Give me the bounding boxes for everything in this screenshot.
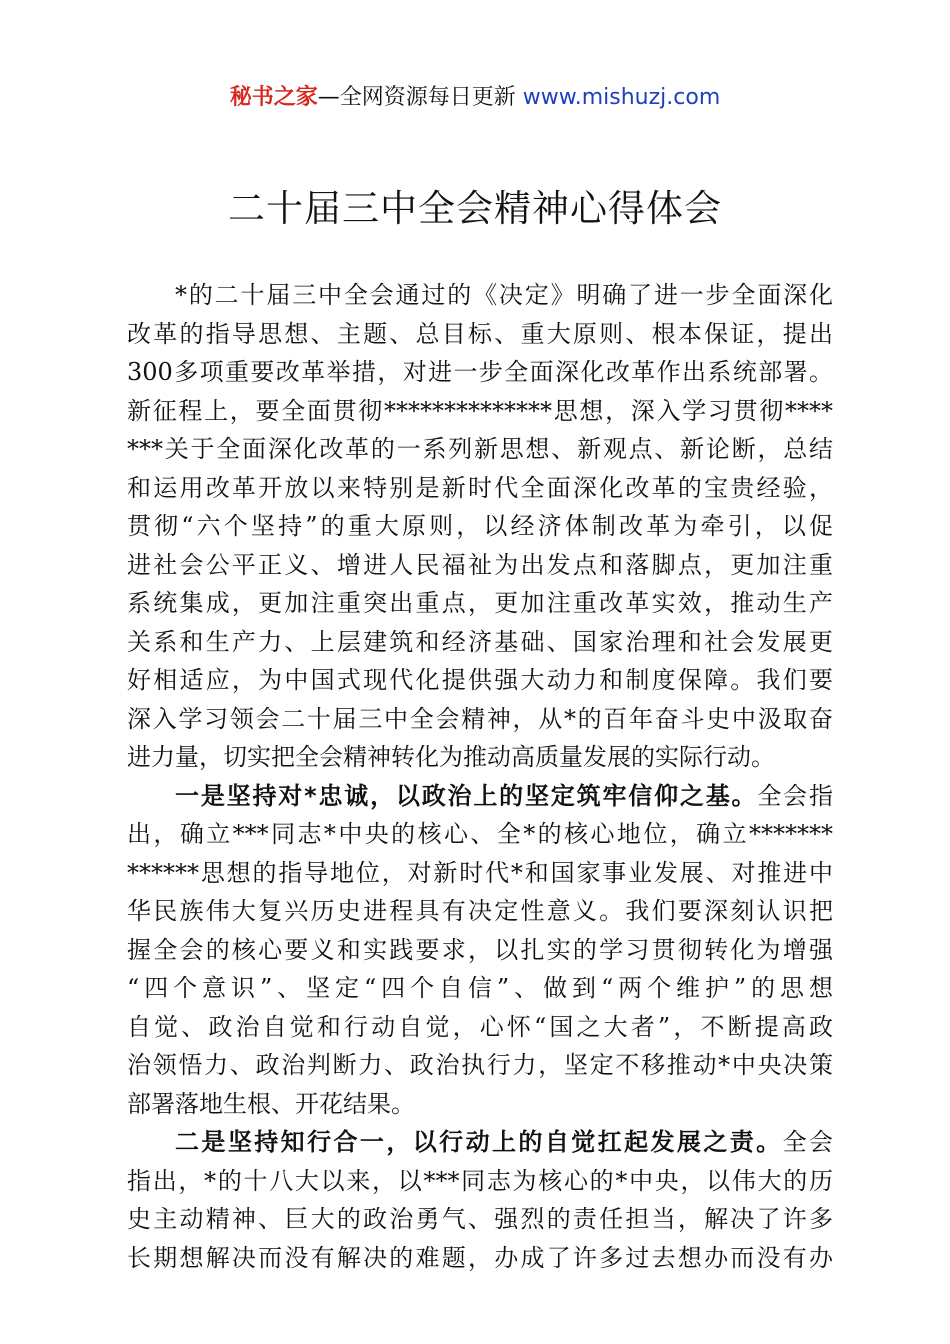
text-line: 华民族伟大复兴历史进程具有决定性意义。我们要深刻认识把 (127, 897, 833, 925)
text-line: 贯彻“六个坚持”的重大原则，以经济体制改革为牵引，以促 (127, 512, 833, 540)
document-body (127, 276, 833, 1277)
text-line: *的二十届三中全会通过的《决定》明确了进一步全面深化 (175, 281, 833, 309)
text-line: 好相适应，为中国式现代化提供强大动力和制度保障。我们要 (127, 666, 833, 694)
text-line: 指出，*的十八大以来，以***同志为核心的*中央，以伟大的历 (127, 1166, 833, 1195)
paragraph-intro (127, 276, 833, 777)
text-line: 进社会公平正义、增进人民福祉为出发点和落脚点，更加注重 (127, 550, 833, 579)
text-line: 治领悟力、政治判断力、政治执行力，坚定不移推动*中央决策 (127, 1051, 833, 1079)
site-url-link[interactable]: www.mishuzj.com (522, 85, 721, 110)
text-line: 改革的指导思想、主题、总目标、重大原则、根本保证，提出 (127, 319, 833, 348)
text-line: 关系和生产力、上层建筑和经济基础、国家治理和社会发展更 (127, 627, 833, 656)
text-line: 出，确立***同志*中央的核心、全*的核心地位，确立******* (127, 820, 833, 848)
text-line: 握全会的核心要义和实践要求，以扎实的学习贯彻转化为增强 (127, 935, 833, 964)
text-line: ******思想的指导地位，对新时代*和国家事业发展、对推进中 (127, 858, 833, 887)
text-span: 全会 (782, 1128, 834, 1156)
paragraph-point-one (127, 777, 833, 1124)
site-header (0, 80, 950, 111)
site-tagline: —全网资源每日更新 (317, 85, 523, 110)
text-line: 和运用改革开放以来特别是新时代全面深化改革的宝贵经验， (127, 473, 833, 502)
text-line: 自觉、政治自觉和行动自觉，心怀“国之大者”，不断提高政 (127, 1012, 833, 1041)
text-line: 史主动精神、巨大的政治勇气、强烈的责任担当，解决了许多 (127, 1205, 833, 1233)
section-heading: 一是坚持对*忠诚，以政治上的坚定筑牢信仰之基。 (175, 781, 758, 810)
text-line: 深入学习领会二十届三中全会精神，从*的百年奋斗史中汲取奋 (127, 704, 833, 733)
text-line: 进力量，切实把全会精神转化为推动高质量发展的实际行动。 (127, 743, 775, 771)
text-line: 300多项重要改革举措，对进一步全面深化改革作出系统部署。 (127, 358, 833, 386)
document-title: 二十届三中全会精神心得体会 (228, 187, 722, 230)
text-line: 部署落地生根、开花结果。 (127, 1089, 415, 1118)
text-line: “四个意识”、坚定“四个自信”、做到“两个维护”的思想 (127, 974, 833, 1002)
section-heading: 二是坚持知行合一，以行动上的自觉扛起发展之责。 (175, 1128, 783, 1156)
text-line: 新征程上，要全面贯彻**************思想，深入学习贯彻**** (127, 396, 833, 425)
site-brand: 秘书之家 (229, 85, 318, 110)
text-line: ***关于全面深化改革的一系列新思想、新观点、新论断，总结 (127, 435, 833, 463)
text-line-lead (127, 1123, 833, 1162)
text-span: 全会指 (757, 781, 833, 810)
paragraph-point-two (127, 1123, 833, 1277)
text-line-lead (127, 777, 833, 816)
text-line: 长期想解决而没有解决的难题，办成了许多过去想办而没有办 (127, 1243, 833, 1272)
text-line: 系统集成，更加注重突出重点，更加注重改革实效，推动生产 (127, 589, 833, 617)
